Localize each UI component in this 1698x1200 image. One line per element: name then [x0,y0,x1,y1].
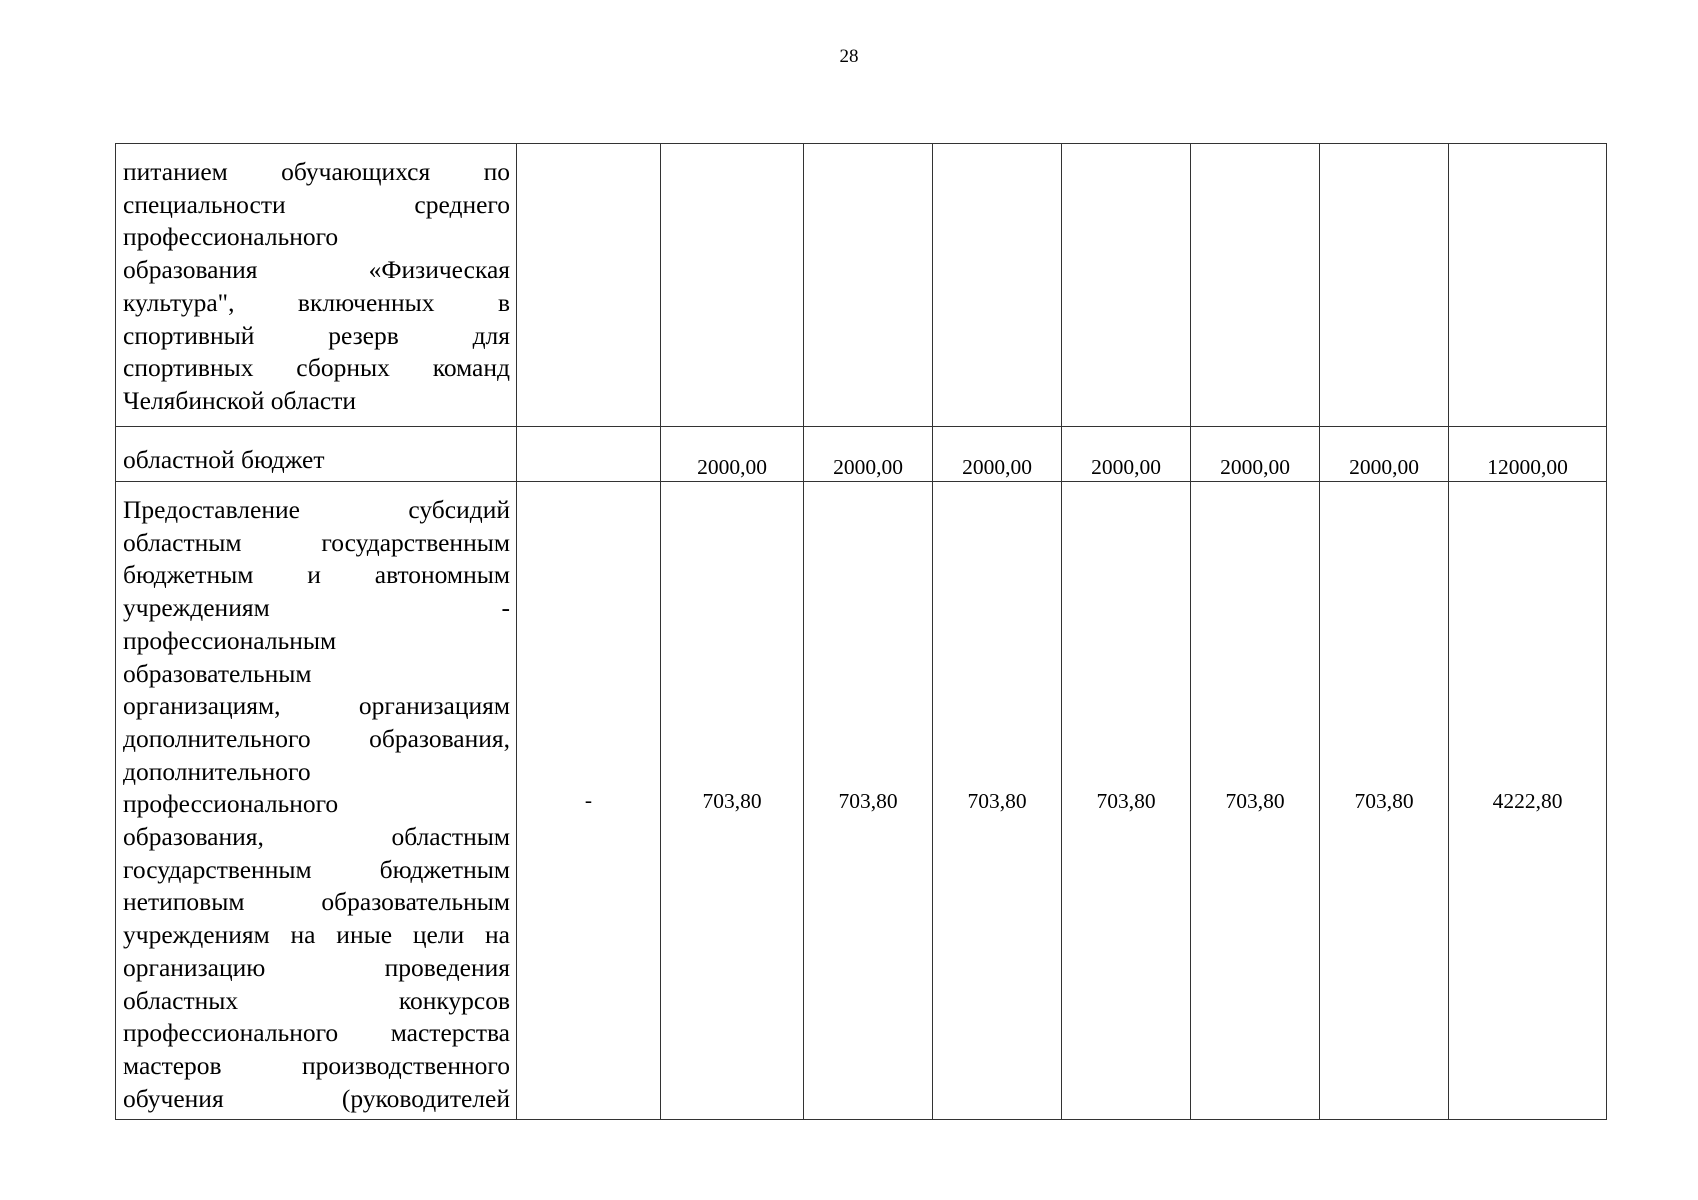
description-line: культура", включенных в [123,287,510,317]
description-line: дополнительного образования, [123,723,510,753]
description-line: бюджетным и автономным [123,560,510,590]
description-line: профессиональным [123,625,337,655]
description-line: обучения (руководителей [123,1083,510,1113]
description-line: профессионального [123,222,339,252]
description-line: Челябинской области [123,385,357,415]
description-line: спортивный резерв для [123,320,510,350]
description-line: профессионального мастерства [123,1018,510,1048]
table-cell [1320,144,1449,427]
table-cell: - [517,482,661,1120]
table-cell [1449,144,1607,427]
row-description [116,482,517,1120]
table-cell: 12000,00 [1449,427,1607,482]
table-cell: 2000,00 [1062,427,1191,482]
description-line: областных конкурсов [123,985,510,1015]
table-cell [661,144,804,427]
table-cell [517,144,661,427]
table-cell: 703,80 [1320,482,1449,1120]
description-line: мастеров производственного [123,1050,510,1080]
table-row [116,144,1607,427]
table-cell: 703,80 [1191,482,1320,1120]
description-line: образовательным [123,658,312,688]
table-cell: 703,80 [933,482,1062,1120]
description-line: питанием обучающихся по [123,157,510,186]
table-row [116,482,1607,1120]
table-cell: 2000,00 [661,427,804,482]
description-line: организациям, организациям [123,691,510,721]
description-line: областной бюджет [123,445,325,474]
table-cell [804,144,933,427]
description-line: профессионального [123,789,339,819]
table-cell [517,427,661,482]
table-cell: 703,80 [661,482,804,1120]
page-number: 28 [839,46,859,67]
row-description [116,144,517,427]
description-line: спортивных сборных команд [123,353,510,383]
table-cell [1062,144,1191,427]
row-description [116,427,517,482]
description-line: государственным бюджетным [123,854,510,884]
table-cell: 703,80 [1062,482,1191,1120]
description-line: нетиповым образовательным [123,887,510,917]
table-cell: 2000,00 [804,427,933,482]
table-cell: 4222,80 [1449,482,1607,1120]
table-row [116,427,1607,482]
budget-table [115,143,1607,1120]
table-cell: 2000,00 [1320,427,1449,482]
table-cell [933,144,1062,427]
table-cell: 703,80 [804,482,933,1120]
table-cell: 2000,00 [933,427,1062,482]
description-line: Предоставление субсидий [123,495,510,524]
description-line: специальности среднего [123,189,510,219]
description-line: учреждениям на иные цели на [123,920,510,950]
table-cell: 2000,00 [1191,427,1320,482]
description-line: областным государственным [123,527,510,557]
description-line: организацию проведения [123,952,510,982]
description-line: образования «Физическая [123,255,510,285]
description-line: дополнительного [123,756,311,786]
table-cell [1191,144,1320,427]
description-line: учреждениям - [123,593,510,623]
description-line: образования, областным [123,822,510,852]
